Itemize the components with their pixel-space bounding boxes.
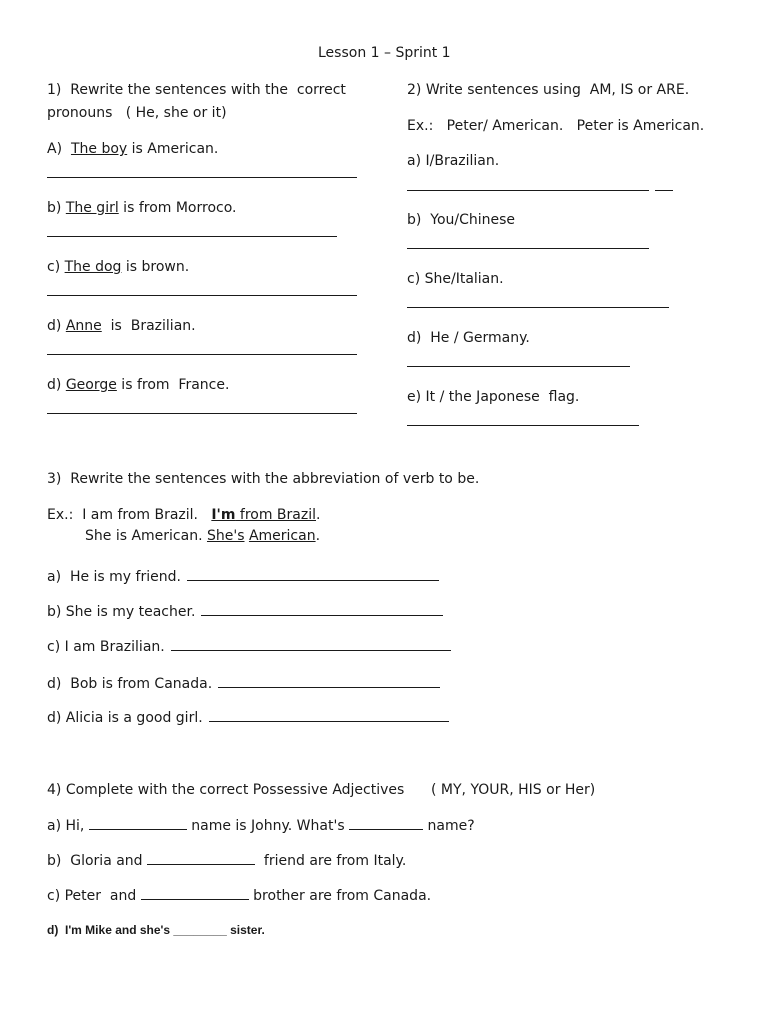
ex1-item-c: c) The dog is brown. — [47, 259, 190, 275]
ex2-answer-line-c[interactable] — [407, 307, 669, 308]
example-contraction: I'm — [211, 507, 236, 523]
ex1-answer-line-e[interactable] — [47, 413, 357, 414]
ex3-example-line1: Ex.: I am from Brazil. I'm from Brazil. — [47, 507, 321, 523]
ex1-item-e: d) George is from France. — [47, 377, 230, 393]
ex3-instruction: 3) Rewrite the sentences with the abbreviation of verb to be. — [47, 471, 480, 487]
ex4-item-a: a) Hi, name is Johny. What's name? — [47, 818, 475, 834]
ex3-answer-line-b[interactable] — [201, 603, 443, 616]
ex3-example-line2: She is American. She's American. — [85, 528, 321, 544]
ex4-answer-blank-c[interactable] — [141, 887, 249, 900]
ex4-answer-blank-a2[interactable] — [349, 817, 423, 830]
ex2-instruction: 2) Write sentences using AM, IS or ARE. — [407, 82, 690, 98]
ex2-item-c: c) She/Italian. — [407, 271, 504, 287]
ex1-item-a: A) The boy is American. — [47, 141, 219, 157]
ex2-answer-line-b[interactable] — [407, 248, 649, 249]
underlined-subject: George — [65, 377, 117, 393]
example-contraction: She's — [206, 528, 245, 544]
ex4-item-b: b) Gloria and friend are from Italy. — [47, 853, 407, 869]
ex1-instruction-line1: 1) Rewrite the sentences with the correct — [47, 82, 346, 98]
ex2-item-a: a) I/Brazilian. — [407, 153, 500, 169]
ex1-item-d: d) Anne is Brazilian. — [47, 318, 196, 334]
ex1-item-b: b) The girl is from Morroco. — [47, 200, 237, 216]
ex1-instruction-line2: pronouns ( He, she or it) — [47, 105, 227, 121]
underlined-subject: Anne — [65, 318, 102, 334]
ex2-answer-line-a-extra[interactable] — [655, 190, 673, 191]
ex2-item-b: b) You/Chinese — [407, 212, 516, 228]
ex3-answer-line-c[interactable] — [171, 638, 451, 651]
ex2-item-d: d) He / Germany. — [407, 330, 530, 346]
ex3-answer-line-a[interactable] — [187, 568, 439, 581]
underlined-subject: The dog — [64, 259, 122, 275]
ex3-answer-line-e[interactable] — [209, 709, 449, 722]
ex1-answer-line-c[interactable] — [47, 295, 357, 296]
ex2-answer-line-e[interactable] — [407, 425, 639, 426]
page-title: Lesson 1 – Sprint 1 — [318, 45, 451, 61]
ex3-item-a: a) He is my friend. — [47, 568, 439, 586]
ex3-answer-line-d[interactable] — [218, 675, 440, 688]
ex2-answer-line-a[interactable] — [407, 190, 649, 191]
ex4-answer-blank-a1[interactable] — [89, 817, 187, 830]
ex4-answer-blank-b[interactable] — [147, 852, 255, 865]
underlined-subject: The girl — [65, 200, 119, 216]
ex1-answer-line-b[interactable] — [47, 236, 337, 237]
ex3-item-c: c) I am Brazilian. — [47, 638, 451, 656]
ex1-answer-line-d[interactable] — [47, 354, 357, 355]
ex2-answer-line-d[interactable] — [407, 366, 630, 367]
ex2-example: Ex.: Peter/ American. Peter is American. — [407, 118, 705, 134]
ex3-item-e: d) Alicia is a good girl. — [47, 709, 449, 727]
ex3-item-b: b) She is my teacher. — [47, 603, 443, 621]
ex4-item-d: d) I'm Mike and she's ________ sister. — [47, 923, 265, 937]
ex2-item-e: e) It / the Japonese flag. — [407, 389, 580, 405]
ex4-instruction: 4) Complete with the correct Possessive Adjectives ( MY, YOUR, HIS or Her) — [47, 782, 596, 798]
ex3-item-d: d) Bob is from Canada. — [47, 675, 440, 693]
ex1-answer-line-a[interactable] — [47, 177, 357, 178]
ex4-item-c: c) Peter and brother are from Canada. — [47, 888, 432, 904]
underlined-subject: The boy — [70, 141, 128, 157]
